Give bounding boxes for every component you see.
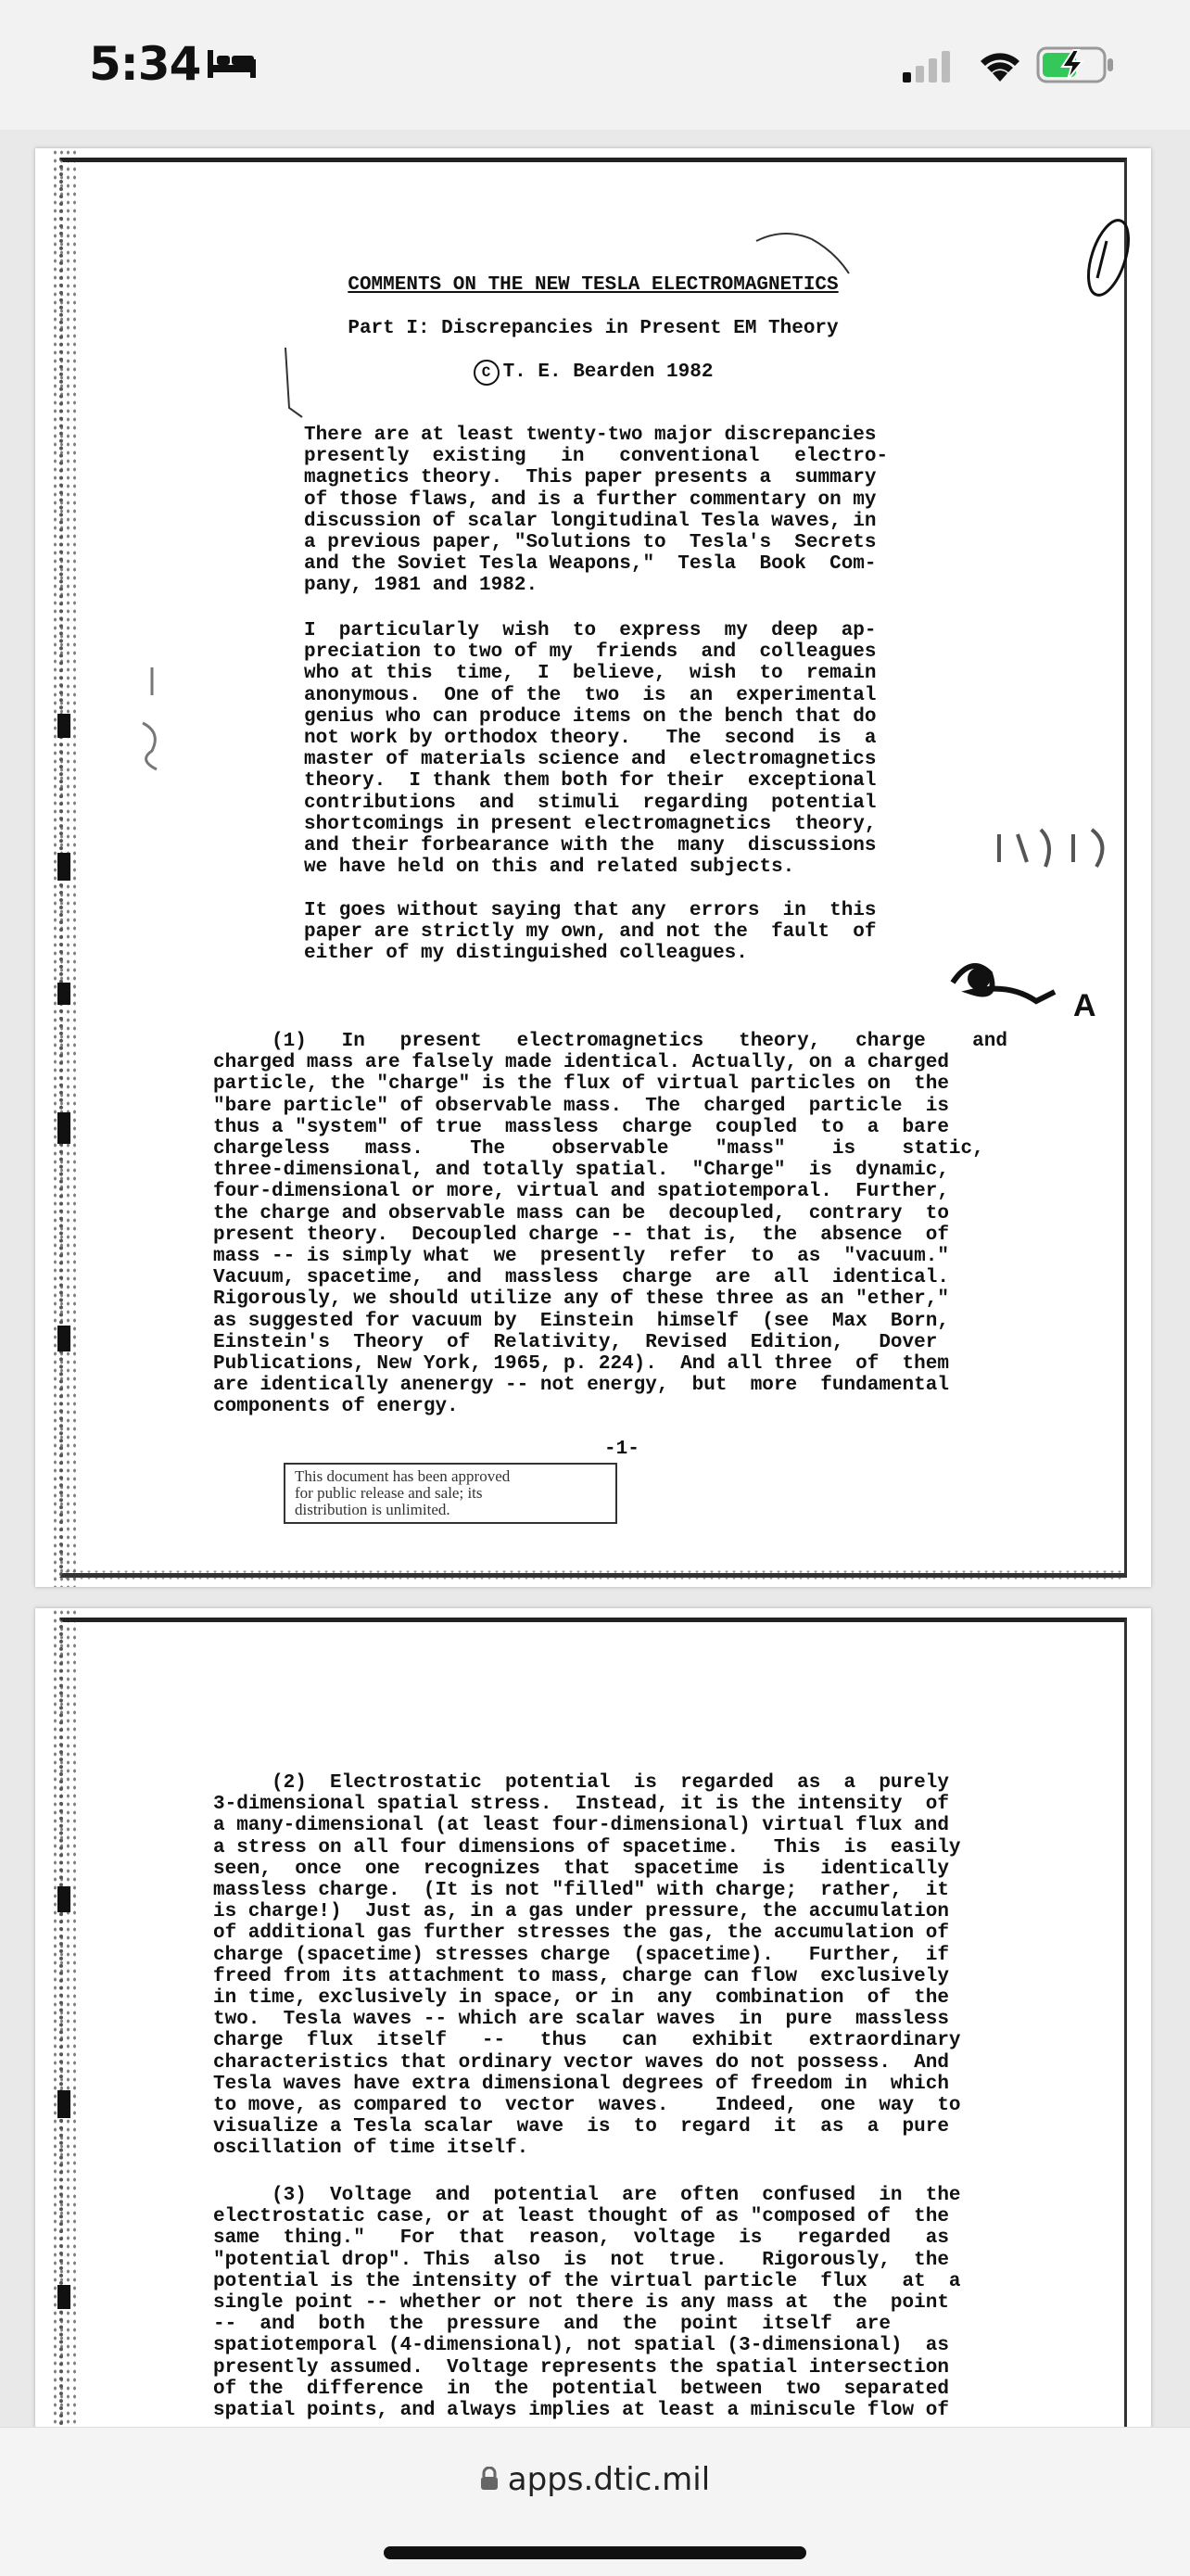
handwritten-mark [124, 658, 180, 779]
scan-mark [57, 2090, 70, 2118]
intro-paragraph: I particularly wish to express my deep ap- preciation to two of my friends and colleagues who at this time, I believe, wish to remain anonymous. One of the two is an experimental genius who can produce items on the bench that do not work by orthodox theory. The second is a master of materials science and electromagnetics theory. I thank them both for their exceptional contributions and stimuli regarding potential shortcomings in present electromagnetics theory, and their forbearance with the many discussions we have held on this and related subjects. [304, 620, 877, 879]
home-indicator[interactable] [384, 2546, 806, 2559]
item-2-paragraph: (2) Electrostatic potential is regarded as a purely 3-dimensional spatial stress. Instead, it is the intensity of a many-dimensional (at least four-dimensional) virtual flux and a stress on all four dimensions of spacetime. This is easily seen, once one recognizes that spacetime is identically massless charge. (It is not "filled" with charge; rather, it is charge!) Just as, in a gas under pressure, the accumulation of additional gas further stresses the gas, the accumulation of charge (spacetime) stresses charge (spacetime). Further, if freed from its attachment to mass, charge can flow exclusively in time, exclusively in space, or in any combination of the two. Tesla waves -- which are scalar waves in pure massless charge flux itself -- thus can exhibit extraordinary characteristics that ordinary vector waves do not possess. And Tesla waves have extra dimensional degrees of freedom in which to move, as compared to vector waves. Indeed, one way to visualize a Tesla scalar wave is to regard it as a pure oscillation of time itself. [213, 1772, 961, 2160]
scan-mark [57, 714, 70, 738]
scan-mark [57, 853, 70, 881]
copyright-icon: C [474, 360, 500, 386]
intro-paragraph: There are at least twenty-two major discrepancies presently existing in conventional electro- magnetics theory. This paper presents a summary of those flaws, and is a further commentary on my discussion of scalar longitudinal Tesla waves, in a previous paper, "Solutions to Tesla's Secrets and the Soviet Tesla Weapons," Tesla Book Com- pany, 1981 and 1982. [304, 425, 889, 597]
document-page-2 [35, 1608, 1151, 2427]
distribution-stamp: This document has been approved for public release and sale; its distribution is unlimited. [284, 1463, 617, 1524]
copyright-line [35, 360, 1151, 386]
document-page-1 [35, 148, 1151, 1587]
document-title: COMMENTS ON THE NEW TESLA ELECTROMAGNETICS [348, 274, 839, 296]
document-viewer[interactable] [0, 130, 1190, 2427]
lock-icon [480, 2467, 499, 2491]
status-time: 5:34 [89, 37, 201, 91]
browser-address-bar[interactable] [0, 2427, 1190, 2576]
sleep-focus-icon [206, 46, 258, 80]
item-1-paragraph: (1) In present electromagnetics theory, charge and charged mass are falsely made identical. Actually, on a charged particle, the "charge" is the flux of virtual particles on the "bare particle" of observable mass. The charged particle is thus a "system" of true massless charge coupled to a bare chargeless mass. The observable "mass" is static, three-dimensional, and totally spatial. "Charge" is dynamic, four-dimensional or more, virtual and spatiotemporal. Further, the charge and observable mass can be decoupled, contrary to present theory. Decoupled charge -- that is, the absence of mass -- is simply what we presently refer to as "vacuum." Vacuum, spacetime, and massless charge are all identical. Rigorously, we should utilize any of these three as an "ether," as suggested for vacuum by Einstein himself (see Max Born, Einstein's Theory of Relativity, Revised Edition, Dover Publications, New York, 1965, p. 224). And all three of them are identically anenergy -- not energy, but more fundamental components of energy. [213, 1031, 1007, 1418]
scan-mark [57, 1886, 70, 1912]
scan-mark [57, 1112, 70, 1144]
item-3-paragraph: (3) Voltage and potential are often confused in the electrostatic case, or at least thought of as "composed of the same thing." For that reason, voltage is regarded as "potential drop". This also is not true. Rigorously, the potential is the intensity of the virtual particle flux at a single point -- whether or not there is any mass at the point -- and both the pressure and the point itself are spatiotemporal (4-dimensional), not spatial (3-dimensional) as presently assumed. Voltage represents the spatial intersection of the difference in the potential between two separated spatial points, and always implies at least a miniscule flow of [213, 2185, 961, 2422]
handwritten-mark [747, 222, 858, 278]
status-bar [0, 0, 1190, 130]
scan-bottom-noise [63, 1568, 1123, 1583]
scan-mark [57, 2285, 70, 2309]
scan-mark [57, 1326, 70, 1351]
document-subtitle: Part I: Discrepancies in Present EM Theory [348, 318, 839, 339]
battery-charging-icon [1036, 46, 1116, 83]
url-text: apps.dtic.mil [507, 2461, 711, 2498]
copyright-text: T. E. Bearden 1982 [502, 362, 714, 383]
url-display[interactable] [0, 2461, 1190, 2498]
intro-paragraph: It goes without saying that any errors in this paper are strictly my own, and not the fault of either of my distinguished colleagues. [304, 900, 877, 965]
svg-text:A: A [1073, 988, 1096, 1023]
wifi-icon [975, 46, 1025, 83]
page-number: -1- [604, 1439, 639, 1460]
cellular-signal-icon [901, 50, 956, 83]
handwritten-initials [934, 927, 1120, 1029]
handwritten-mark [990, 816, 1129, 871]
scan-mark [57, 983, 70, 1005]
